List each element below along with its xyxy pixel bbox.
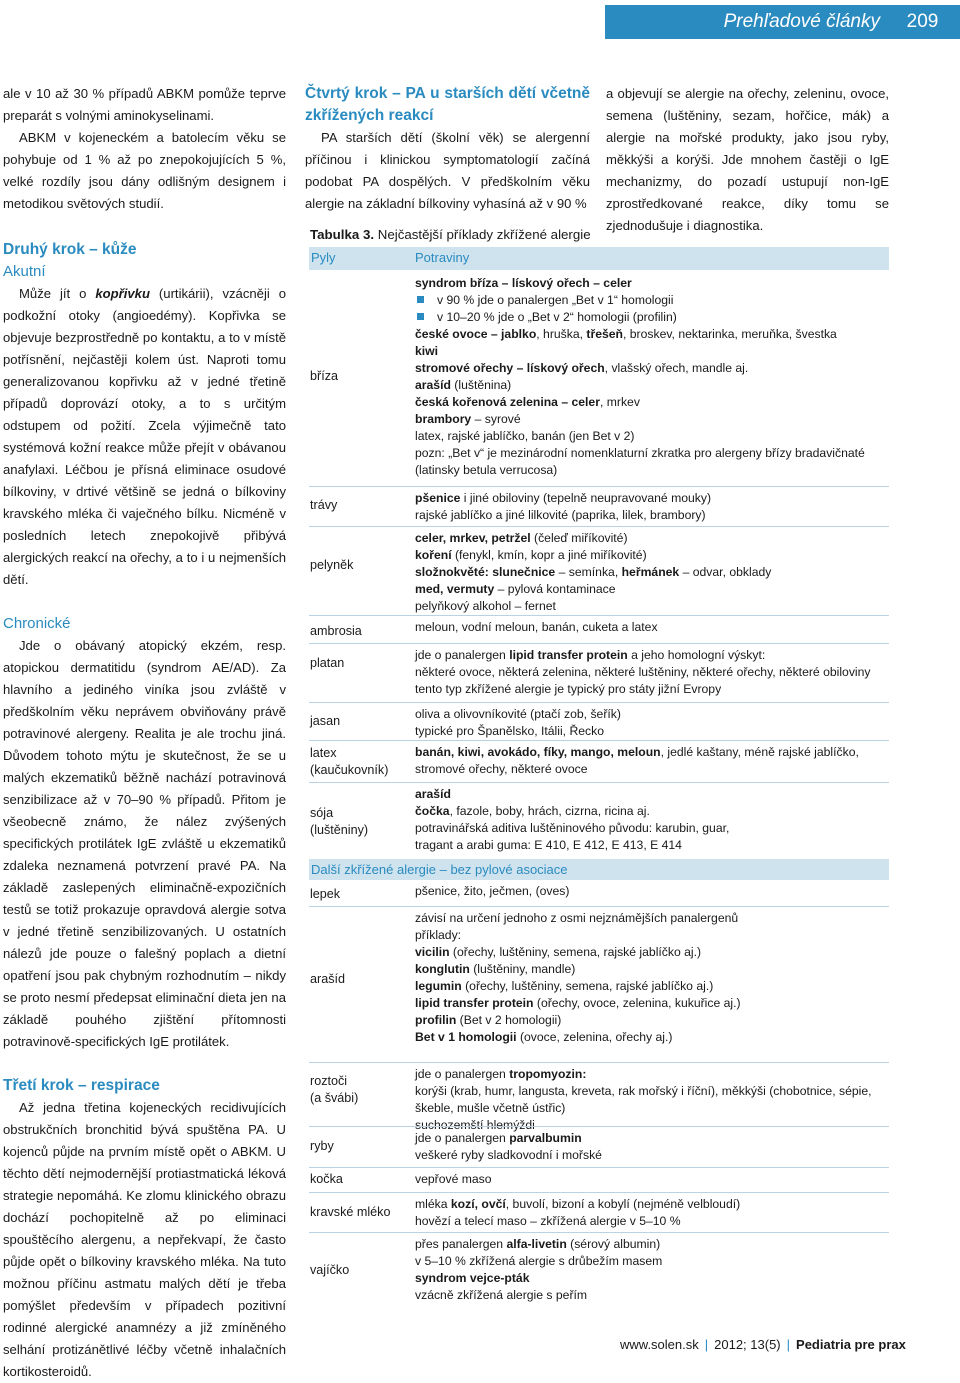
subheading-chronic: Chronické	[3, 615, 71, 632]
foods-line: banán, kiwi, avokádo, fíky, mango, meloun, jedlé kaštany, méně rajské jablíčko,	[415, 745, 859, 759]
foods-line: jde o panalergen parvalbumin	[415, 1131, 582, 1145]
footer-issue: 2012; 13(5)	[714, 1337, 781, 1352]
table-row	[309, 1126, 889, 1167]
foods-line: potravinářská aditiva luštěninového původu: karubin, guar,	[415, 821, 730, 835]
foods-line: celer, mrkev, petržel (čeleď miříkovité)	[415, 531, 628, 545]
foods-line: pšenice, žito, ječmen, (oves)	[415, 884, 570, 898]
foods-line: příklady:	[415, 928, 462, 942]
foods-line: Bet v 1 homologii (ovoce, zelenina, ořechy aj.)	[415, 1030, 673, 1044]
foods-line: rajské jablíčko a jiné lilkovité (paprika, lilek, brambory)	[415, 508, 706, 522]
pollen-cell: trávy	[310, 498, 338, 512]
text-column-3	[606, 83, 889, 237]
pollen-cell: sója (luštěniny)	[310, 806, 369, 837]
column-header-pollen: Pyly	[311, 250, 336, 265]
foods-cell	[415, 619, 889, 636]
foods-cell	[415, 706, 889, 740]
pollen-cell: pelyněk	[310, 558, 354, 572]
foods-cell	[415, 1066, 889, 1134]
pollen-cell: kočka	[310, 1172, 343, 1186]
foods-line: v 10–20 % jde o „Bet v 2“ homologii (profilin)	[415, 309, 889, 326]
emphasis: kopřivku	[95, 286, 150, 301]
pollen-cell: ryby	[310, 1139, 334, 1153]
table-row	[309, 880, 889, 906]
foods-line: stromové ořechy – lískový ořech, vlašský ořech, mandle aj.	[415, 361, 749, 375]
foods-cell	[415, 883, 889, 900]
foods-line: vepřové maso	[415, 1172, 492, 1186]
pollen-cell: jasan	[310, 714, 341, 728]
pollen-cell: kravské mléko	[310, 1205, 391, 1219]
table-row	[309, 782, 889, 854]
foods-line: závisí na určení jednoho z osmi nejznámějších panalergenů	[415, 911, 739, 925]
table-caption-text: Nejčastější příklady zkřížené alergie	[377, 227, 591, 242]
foods-line: škeble, mušle včetně ústřic)	[415, 1101, 566, 1115]
table-row	[309, 1062, 889, 1132]
subheading-acute: Akutní	[3, 263, 46, 280]
foods-line: suchozemští hlemýždi	[415, 1118, 535, 1132]
foods-line: legumin (ořechy, luštěniny, semena, rajské jablíčko aj.)	[415, 979, 714, 993]
foods-line: přes panalergen alfa-livetin (sérový albumin)	[415, 1237, 661, 1251]
foods-line: hovězí a telecí maso – zkřížená alergie v 5–10 %	[415, 1214, 681, 1228]
text-column-1	[3, 83, 286, 1383]
table-row	[309, 526, 889, 615]
foods-cell	[415, 490, 889, 524]
table-row	[309, 272, 889, 486]
paragraph: a objevují se alergie na ořechy, zeleninu, ovoce, semena (luštěniny, sezam, hořčice, mák) a alergie na mořské produkty, jako jsou ryby, měkkýši a korýši. Jde mnohem častěji o IgE mechanizmy, do pozadí ustupují non-IgE zprostředkované reakce, díky tomu se zjednodušuje i diagnostika.	[606, 86, 889, 233]
foods-line: konglutin (luštěniny, mandle)	[415, 962, 576, 976]
foods-line: meloun, vodní meloun, banán, cuketa a latex	[415, 620, 658, 634]
foods-line: med, vermuty – pylová kontaminace	[415, 582, 616, 596]
foods-line: brambory – syrové	[415, 412, 521, 426]
heading-step-2: Druhý krok – kůže	[3, 241, 137, 258]
table-row	[309, 906, 889, 1062]
foods-line: syndrom bříza – lískový ořech – celer	[415, 276, 632, 290]
foods-cell	[415, 910, 889, 1046]
table-row	[309, 1167, 889, 1192]
foods-line: arašíd	[415, 787, 451, 801]
foods-cell	[415, 1236, 889, 1304]
table-header	[309, 247, 889, 270]
foods-cell	[415, 275, 889, 479]
foods-line: složnokvěté: slunečnice – semínka, heřmánek – odvar, obklady	[415, 565, 772, 579]
pollen-cell: roztoči (a švábi)	[310, 1074, 359, 1105]
foods-line: tento typ zkřížené alergie je typický pro státy jižní Evropy	[415, 682, 722, 696]
section-title: Prehľadové články	[723, 11, 880, 32]
footer: www.solen.sk | 2012; 13(5) | Pediatria pre prax	[620, 1337, 906, 1352]
pollen-cell: lepek	[310, 887, 341, 901]
paragraph: Jde o obávaný atopický ekzém, resp. atopickou dermatitidu (syndrom AE/AD). Za hlavního a jediného viníka jsou zvláště v předškolním věku neprávem obviňovány právě potravinové alergeny. Realita je ale trochu jiná. Důvodem tohoto mýtu je skutečnost, že se u malých ekzematiků běžně nachází potravinová senzibilizace až v 70–90 % případů. Přitom je všeobecně známo, že nález zvýšených specifických protilátek IgE zvláště u ekzematiků zdaleka neznamená potvrzení pravé PA. Na základě zaslepených eliminačně-expozičních testů se totiž prokazuje opravdová alergie sotva v jedné třetině senzibilizovaných. U ostatních nálezů jde pouze o falešný poplach a dietní opatření jsou pak chybným rozhodnutím – nikdy se proto nesmí předepsat eliminační dieta jen na základě pouhého zjištění přítomnosti potravinově-specifických IgE protilátek.	[3, 638, 286, 1049]
foods-line: jde o panalergen tropomyozin:	[415, 1067, 587, 1081]
table-row	[309, 702, 889, 740]
pollen-cell: arašíd	[310, 972, 346, 986]
foods-cell	[415, 1171, 889, 1188]
pollen-cell: bříza	[310, 369, 338, 383]
foods-cell	[415, 1196, 889, 1230]
paragraph: Až jedna třetina kojeneckých recidivujících obstrukčních bronchitid bývá spuštěna PA. U kojenců půjde na prvním místě opět o ABKM. U těchto dětí nejmodernější protiastmatická léková strategie nepomáhá. Ke zlomu klinického obrazu dochází pochopitelně až po eliminaci spouštěcího alergenu, a nepřekvapí, že často půjde opět o bílkoviny kravského mléka. Na tuto možnou příčinu astmatu malých dětí je třeba pomýšlet především v případech pozitivní rodinné alergické anamnézy a již zmíněného selhání protizánětlivé léčby včetně inhalačních kortikosteroidů.	[3, 1100, 286, 1379]
table-caption	[310, 227, 591, 242]
foods-line: jde o panalergen lipid transfer protein a jeho homologní výskyt:	[415, 648, 766, 662]
foods-line: české ovoce – jablko, hruška, třešeň, broskev, nektarinka, meruňka, švestka	[415, 327, 837, 341]
paragraph: ABKM v kojeneckém a batolecím věku se pohybuje od 1 % až po znepokojujících 5 %, velké rozdíly jsou dány odlišným designem i metodikou světových studií.	[3, 130, 286, 211]
heading-step-3: Třetí krok – respirace	[3, 1077, 160, 1094]
foods-line: některé ovoce, některá zelenina, některé luštěniny, některé ořechy, některé obiloviny	[415, 665, 871, 679]
foods-line: veškeré ryby sladkovodní i mořské	[415, 1148, 602, 1162]
foods-cell	[415, 744, 889, 778]
foods-line: (latinsky betula verrucosa)	[415, 463, 558, 477]
footer-site: www.solen.sk	[620, 1337, 699, 1352]
foods-line: pelyňkový alkohol – fernet	[415, 599, 556, 613]
foods-line: v 90 % jde o panalergen „Bet v 1“ homologii	[415, 292, 889, 309]
pollen-cell: latex (kaučukovník)	[310, 746, 389, 777]
heading-step-4: Čtvrtý krok – PA u starších dětí včetně zkřížených reakcí	[305, 85, 590, 124]
foods-cell	[415, 1130, 889, 1164]
text: (urtikárii), vzácněji o podkožní otoky (angioedémy). Kopřivka se objevuje bezprostředně po kontaktu, a to v místě potřísnění, nejčastěji kolem úst. Naproti tomu generalizovanou kopřivku až v jedné třetině případů doprovází otoky, a to s určitým odstupem od požití. Zcela výjimečně tato systémová kožní reakce může přejít v obávanou anafylaxi. Léčbou je přísná eliminace osudové bílkoviny, v drtivé většině se jedná o bílkoviny kravského mléka či vaječného bílku. Nicméně v posledních letech znepokojivě přibývá alergických reakcí na ořechy, a to i u nejmenších dětí.	[3, 286, 287, 587]
foods-line: vicilin (ořechy, luštěniny, semena, rajské jablíčko aj.)	[415, 945, 702, 959]
foods-cell	[415, 647, 889, 698]
foods-line: vzácně zkřížená alergie s peřím	[415, 1288, 588, 1302]
foods-line: koření (fenykl, kmín, kopr a jiné miříkovité)	[415, 548, 647, 562]
foods-line: lipid transfer protein (ořechy, ovoce, zelenina, kukuřice aj.)	[415, 996, 741, 1010]
page-number: 209	[906, 11, 939, 32]
table-row	[309, 486, 889, 526]
foods-cell	[415, 530, 889, 615]
text-column-2	[305, 83, 590, 215]
paragraph: PA starších dětí (školní věk) se alergenní příčinou i klinickou symptomatologií začíná podobat PA dospělých. V předškolním věku alergie na základní bílkoviny vyhasíná až v 90 %	[305, 130, 590, 211]
foods-line: česká kořenová zelenina – celer, mrkev	[415, 395, 640, 409]
pollen-cell: platan	[310, 656, 345, 670]
foods-line: čočka, fazole, boby, hrách, cizrna, ricina aj.	[415, 804, 650, 818]
foods-cell	[415, 786, 889, 854]
foods-line: arašíd (luštěnina)	[415, 378, 512, 392]
foods-line: syndrom vejce-pták	[415, 1271, 530, 1285]
paragraph: ale v 10 až 30 % případů ABKM pomůže teprve preparát s volnými aminokyselinami.	[3, 86, 286, 123]
column-header-foods: Potraviny	[415, 250, 470, 265]
paragraph	[3, 283, 286, 591]
table-row	[309, 740, 889, 782]
table-row	[309, 615, 889, 643]
text: Může jít o	[19, 286, 96, 301]
footer-journal: Pediatria pre prax	[796, 1337, 906, 1352]
table-subheading-text: Další zkřížené alergie – bez pylové asociace	[311, 862, 568, 877]
foods-line: tragant a arabi guma: E 410, E 412, E 413, E 414	[415, 838, 682, 852]
foods-line: pšenice i jiné obiloviny (tepelně neupravované mouky)	[415, 491, 712, 505]
foods-line: mléka kozí, ovčí, buvolí, bizoní a kobylí (nejméně velbloudí)	[415, 1197, 741, 1211]
foods-line: oliva a olivovníkovité (ptačí zob, šeřík)	[415, 707, 621, 721]
table-row	[309, 1192, 889, 1232]
foods-line: stromové ořechy, některé ovoce	[415, 762, 588, 776]
foods-line: profilin (Bet v 2 homologii)	[415, 1013, 562, 1027]
table-row	[309, 643, 889, 702]
foods-line: pozn: „Bet v“ je mezinárodní nomenklaturní zkratka pro alergeny břízy bradavičnaté	[415, 446, 865, 460]
pollen-cell: vajíčko	[310, 1263, 350, 1277]
table-label: Tabulka 3.	[310, 227, 375, 242]
foods-line: v 5–10 % zkřížená alergie s drůbežím masem	[415, 1254, 663, 1268]
foods-line: korýši (krab, humr, langusta, kreveta, rak mořský i říční), měkkýši (chobotnice, sépie,	[415, 1084, 872, 1098]
table-subheading	[309, 859, 889, 880]
table-row	[309, 1232, 889, 1307]
foods-line: latex, rajské jablíčko, banán (jen Bet v 2)	[415, 429, 635, 443]
foods-line: kiwi	[415, 344, 439, 358]
foods-line: typické pro Španělsko, Itálii, Řecko	[415, 724, 604, 738]
pollen-cell: ambrosia	[310, 624, 362, 638]
